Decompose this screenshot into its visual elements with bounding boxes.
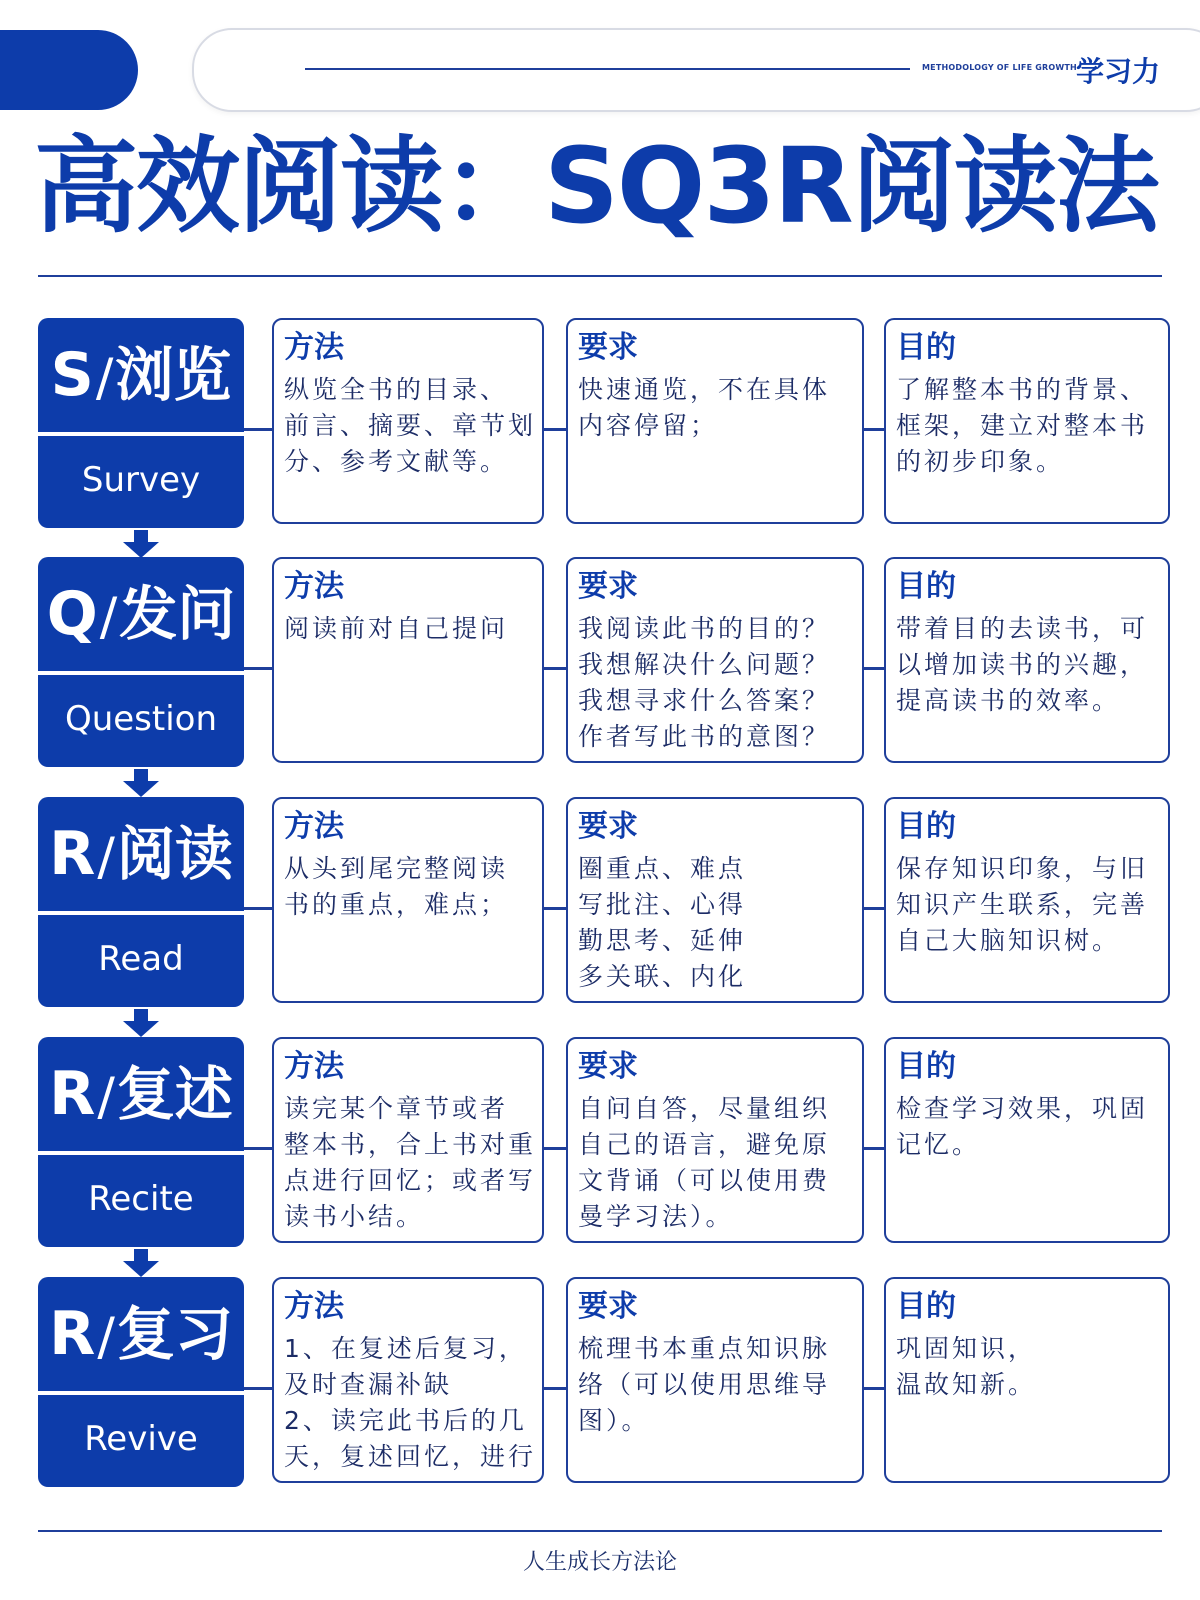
card-text-line: 以增加读书的兴趣，: [896, 650, 1149, 679]
purpose-card: [884, 797, 1170, 1003]
step-title: [38, 797, 244, 911]
connector-line: [244, 1147, 272, 1150]
step-slash: /: [95, 348, 114, 408]
card-text-line: 曼学习法）。: [578, 1202, 734, 1231]
card-heading: 方法: [284, 1049, 344, 1084]
step-slash: /: [97, 1307, 115, 1367]
card-text-line: 2、读完此书后的几: [284, 1406, 527, 1435]
step-chinese-name: 复习: [116, 1300, 233, 1368]
card-heading: 方法: [284, 1289, 344, 1324]
card-heading: 目的: [896, 330, 956, 365]
step-label-block: [38, 318, 244, 528]
step-label-block: [38, 1277, 244, 1487]
page-title: 高效阅读：SQ3R阅读法: [34, 125, 1158, 247]
card-heading: 方法: [284, 330, 344, 365]
purpose-card: [884, 557, 1170, 763]
down-arrow-icon: [121, 1249, 161, 1279]
step-english-name: Question: [38, 675, 244, 767]
requirement-card: [566, 318, 864, 524]
connector-line: [864, 1147, 884, 1150]
requirement-card: [566, 797, 864, 1003]
step-chinese-name: 发问: [119, 580, 236, 648]
method-card: [272, 318, 544, 524]
card-text-line: 天，复述回忆，进行: [284, 1442, 537, 1471]
method-card: [272, 557, 544, 763]
step-letter: R: [49, 819, 96, 889]
card-heading: 要求: [578, 1289, 638, 1324]
card-heading: 方法: [284, 809, 344, 844]
card-text-line: 自己的语言，避免原: [578, 1130, 831, 1159]
card-heading: 要求: [578, 569, 638, 604]
purpose-card: [884, 1037, 1170, 1243]
connector-line: [864, 667, 884, 670]
card-text-line: 的初步印象。: [896, 447, 1065, 476]
step-row: [0, 557, 1200, 769]
card-text-line: 纵览全书的目录、: [284, 375, 509, 404]
card-text-line: 多关联、内化: [578, 962, 747, 991]
card-text-line: 络（可以使用思维导: [578, 1370, 831, 1399]
step-english-name: Revive: [38, 1395, 244, 1487]
card-text-line: 文背诵（可以使用费: [578, 1166, 831, 1195]
down-arrow-icon: [121, 769, 161, 799]
card-text-line: 点进行回忆；或者写: [284, 1166, 537, 1195]
card-text-line: 1、在复述后复习，: [284, 1334, 527, 1363]
card-text-line: 内容停留；: [578, 411, 719, 440]
step-title: [38, 1277, 244, 1391]
card-text-line: 勤思考、延伸: [578, 926, 747, 955]
step-chinese-name: 浏览: [115, 341, 232, 409]
connector-line: [544, 428, 566, 431]
card-heading: 要求: [578, 809, 638, 844]
down-arrow-icon: [121, 530, 161, 560]
card-heading: 目的: [896, 1049, 956, 1084]
card-text-line: 巩固知识，: [896, 1334, 1037, 1363]
requirement-card: [566, 557, 864, 763]
step-label-block: [38, 557, 244, 767]
card-heading: 方法: [284, 569, 344, 604]
connector-line: [544, 907, 566, 910]
card-heading: 目的: [896, 1289, 956, 1324]
card-text-line: 阅读前对自己提问: [284, 614, 509, 643]
connector-line: [244, 907, 272, 910]
step-title: [38, 318, 244, 432]
card-text-line: 及时查漏补缺: [284, 1370, 453, 1399]
step-row: [0, 1037, 1200, 1249]
card-text-line: 书的重点，难点；: [284, 890, 509, 919]
step-letter: R: [49, 1299, 96, 1369]
card-text-line: 图）。: [578, 1406, 650, 1435]
connector-line: [544, 1387, 566, 1390]
card-text-line: 了解整本书的背景、: [896, 375, 1149, 404]
header-subtitle: METHODOLOGY OF LIFE GROWTH: [922, 63, 1077, 72]
step-slash: /: [97, 827, 115, 887]
footer-text: 人生成长方法论: [522, 1550, 677, 1575]
card-text-line: 分、参考文献等。: [284, 447, 509, 476]
connector-line: [244, 1387, 272, 1390]
card-text-line: 作者写此书的意图？: [578, 722, 831, 751]
card-text-line: 读完某个章节或者: [284, 1094, 509, 1123]
step-english-name: Survey: [38, 436, 244, 528]
step-chinese-name: 阅读: [116, 820, 233, 888]
purpose-card: [884, 318, 1170, 524]
card-text-line: 前言、摘要、章节划: [284, 411, 537, 440]
step-english-name: Read: [38, 915, 244, 1007]
card-text-line: 我想解决什么问题？: [578, 650, 831, 679]
method-card: [272, 1277, 544, 1483]
step-letter: Q: [46, 579, 98, 649]
connector-line: [864, 428, 884, 431]
card-text-line: 框架，建立对整本书: [896, 411, 1149, 440]
corner-tab: [0, 30, 138, 110]
step-label-block: [38, 797, 244, 1007]
step-title: [38, 557, 244, 671]
step-chinese-name: 复述: [116, 1060, 233, 1128]
down-arrow-icon: [121, 1009, 161, 1039]
connector-line: [864, 907, 884, 910]
card-text-line: 整本书，合上书对重: [284, 1130, 537, 1159]
step-english-name: Recite: [38, 1155, 244, 1247]
card-text-line: 带着目的去读书，可: [896, 614, 1149, 643]
card-text-line: 自问自答，尽量组织: [578, 1094, 831, 1123]
card-text-line: 提高读书的效率。: [896, 686, 1121, 715]
connector-line: [244, 667, 272, 670]
header-divider: [305, 68, 910, 70]
card-text-line: 梳理书本重点知识脉: [578, 1334, 831, 1363]
header-label: 学习力: [1076, 55, 1161, 88]
step-row: [0, 318, 1200, 530]
card-text-line: 记忆。: [896, 1130, 981, 1159]
requirement-card: [566, 1277, 864, 1483]
method-card: [272, 797, 544, 1003]
card-text-line: 我阅读此书的目的？: [578, 614, 831, 643]
card-heading: 要求: [578, 1049, 638, 1084]
title-rule: [38, 275, 1162, 277]
connector-line: [244, 428, 272, 431]
card-text-line: 温故知新。: [896, 1370, 1037, 1399]
card-text-line: 我想寻求什么答案？: [578, 686, 831, 715]
step-slash: /: [97, 1067, 115, 1127]
card-heading: 目的: [896, 809, 956, 844]
connector-line: [864, 1387, 884, 1390]
step-title: [38, 1037, 244, 1151]
card-text-line: 知识产生联系，完善: [896, 890, 1149, 919]
connector-line: [544, 1147, 566, 1150]
requirement-card: [566, 1037, 864, 1243]
card-heading: 要求: [578, 330, 638, 365]
step-row: [0, 1277, 1200, 1489]
step-row: [0, 797, 1200, 1009]
step-letter: R: [49, 1059, 96, 1129]
card-text-line: 圈重点、难点: [578, 854, 747, 883]
step-slash: /: [99, 587, 118, 647]
card-text-line: 快速通览，不在具体: [578, 375, 831, 404]
step-label-block: [38, 1037, 244, 1247]
card-heading: 目的: [896, 569, 956, 604]
purpose-card: [884, 1277, 1170, 1483]
card-text-line: 写批注、心得: [578, 890, 747, 919]
card-text-line: 从头到尾完整阅读: [284, 854, 509, 883]
card-text-line: 保存知识印象，与旧: [896, 854, 1149, 883]
footer-rule: [38, 1530, 1162, 1532]
card-text-line: 自己大脑知识树。: [896, 926, 1121, 955]
step-letter: S: [50, 340, 94, 410]
connector-line: [544, 667, 566, 670]
card-text-line: 读书小结。: [284, 1202, 425, 1231]
card-text-line: 检查学习效果，巩固: [896, 1094, 1149, 1123]
method-card: [272, 1037, 544, 1243]
